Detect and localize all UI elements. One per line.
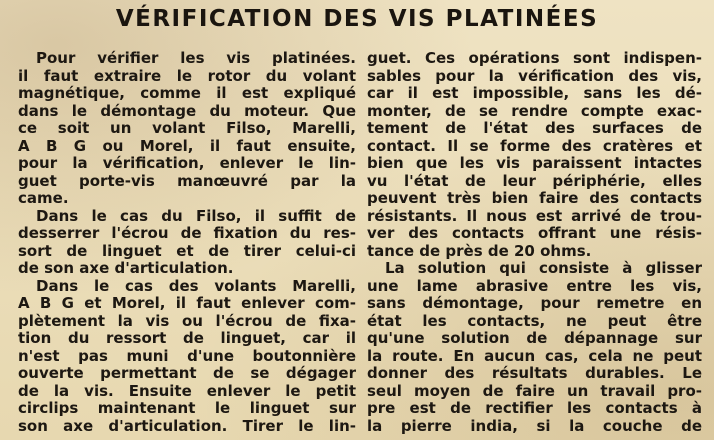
page-title: VÉRIFICATION DES VIS PLATINÉES [115,6,599,32]
text-line: une lame abrasive entre les vis, [367,277,702,295]
text-line: tion du ressort de linguet, car il [18,330,356,347]
text-line: pre est de rectifier les contacts à [367,400,702,417]
text-line: bien que les vis paraissent intactes [367,155,702,172]
text-line: sables pour la vérification des vis, [367,67,702,85]
text-line: guet porte-vis manœuvré par la [18,172,356,190]
text-line: résistants. Il nous est arrivé de trou- [367,207,702,225]
text-line: plètement la vis ou l'écrou de fixa- [18,312,356,330]
text-line: pour la vérification, enlever le lin- [18,155,356,172]
text-line: vu l'état de leur périphérie, elles [367,172,702,190]
text-line: Dans le cas du Filso, il suffit de [36,207,356,225]
text-line: seul moyen de faire un travail pro- [367,382,702,400]
left-column [18,50,356,435]
text-line: son axe d'articulation. Tirer le lin- [18,417,356,435]
text-line: A B G et Morel, il faut enlever com- [18,295,356,312]
text-line: ver des contacts offrant une résis- [367,225,702,242]
text-line: sort de linguet et de tirer celui-ci [18,242,356,260]
text-line: circlips maintenant le linguet sur [18,400,356,417]
text-line: il faut extraire le rotor du volant [18,67,356,85]
text-line: La solution qui consiste à glisser [385,260,702,277]
right-column [367,50,702,435]
text-line: magnétique, comme il est expliqué [18,85,356,102]
text-line: de son axe d'articulation. [18,260,234,277]
text-line: n'est pas muni d'une boutonnière [18,347,356,365]
text-line: Dans le cas des volants Marelli, [36,277,356,295]
text-line: état les contacts, ne peut être [367,312,702,330]
text-line: la route. En aucun cas, cela ne peut [367,347,702,365]
text-line: contact. Il se forme des cratères et [367,137,702,155]
text-line: dans le démontage du moteur. Que [18,102,356,120]
text-line: monter, de se rendre compte exac- [367,102,702,120]
text-line: came. [18,190,69,207]
text-line: sans démontage, pour remetre en [367,295,702,312]
text-line: Pour vérifier les vis platinées. [36,50,356,67]
text-line: tement de l'état des surfaces de [367,120,702,137]
text-line: car il est impossible, sans les dé- [367,85,702,102]
text-line: la pierre india, si la couche de [367,417,702,435]
text-line: ce soit un volant Filso, Marelli, [18,120,356,137]
text-line: de la vis. Ensuite enlever le petit [18,382,356,400]
text-line: guet. Ces opérations sont indispen- [367,50,702,67]
text-line: tance de près de 20 ohms. [367,242,592,260]
text-line: ouverte permettant de se dégager [18,365,356,382]
text-line: desserrer l'écrou de fixation du res- [18,225,356,242]
text-line: donner des résultats durables. Le [367,365,702,382]
text-line: qu'une solution de dépannage sur [367,330,702,347]
text-line: A B G ou Morel, il faut ensuite, [18,137,356,155]
text-line: peuvent très bien faire des contacts [367,190,702,207]
